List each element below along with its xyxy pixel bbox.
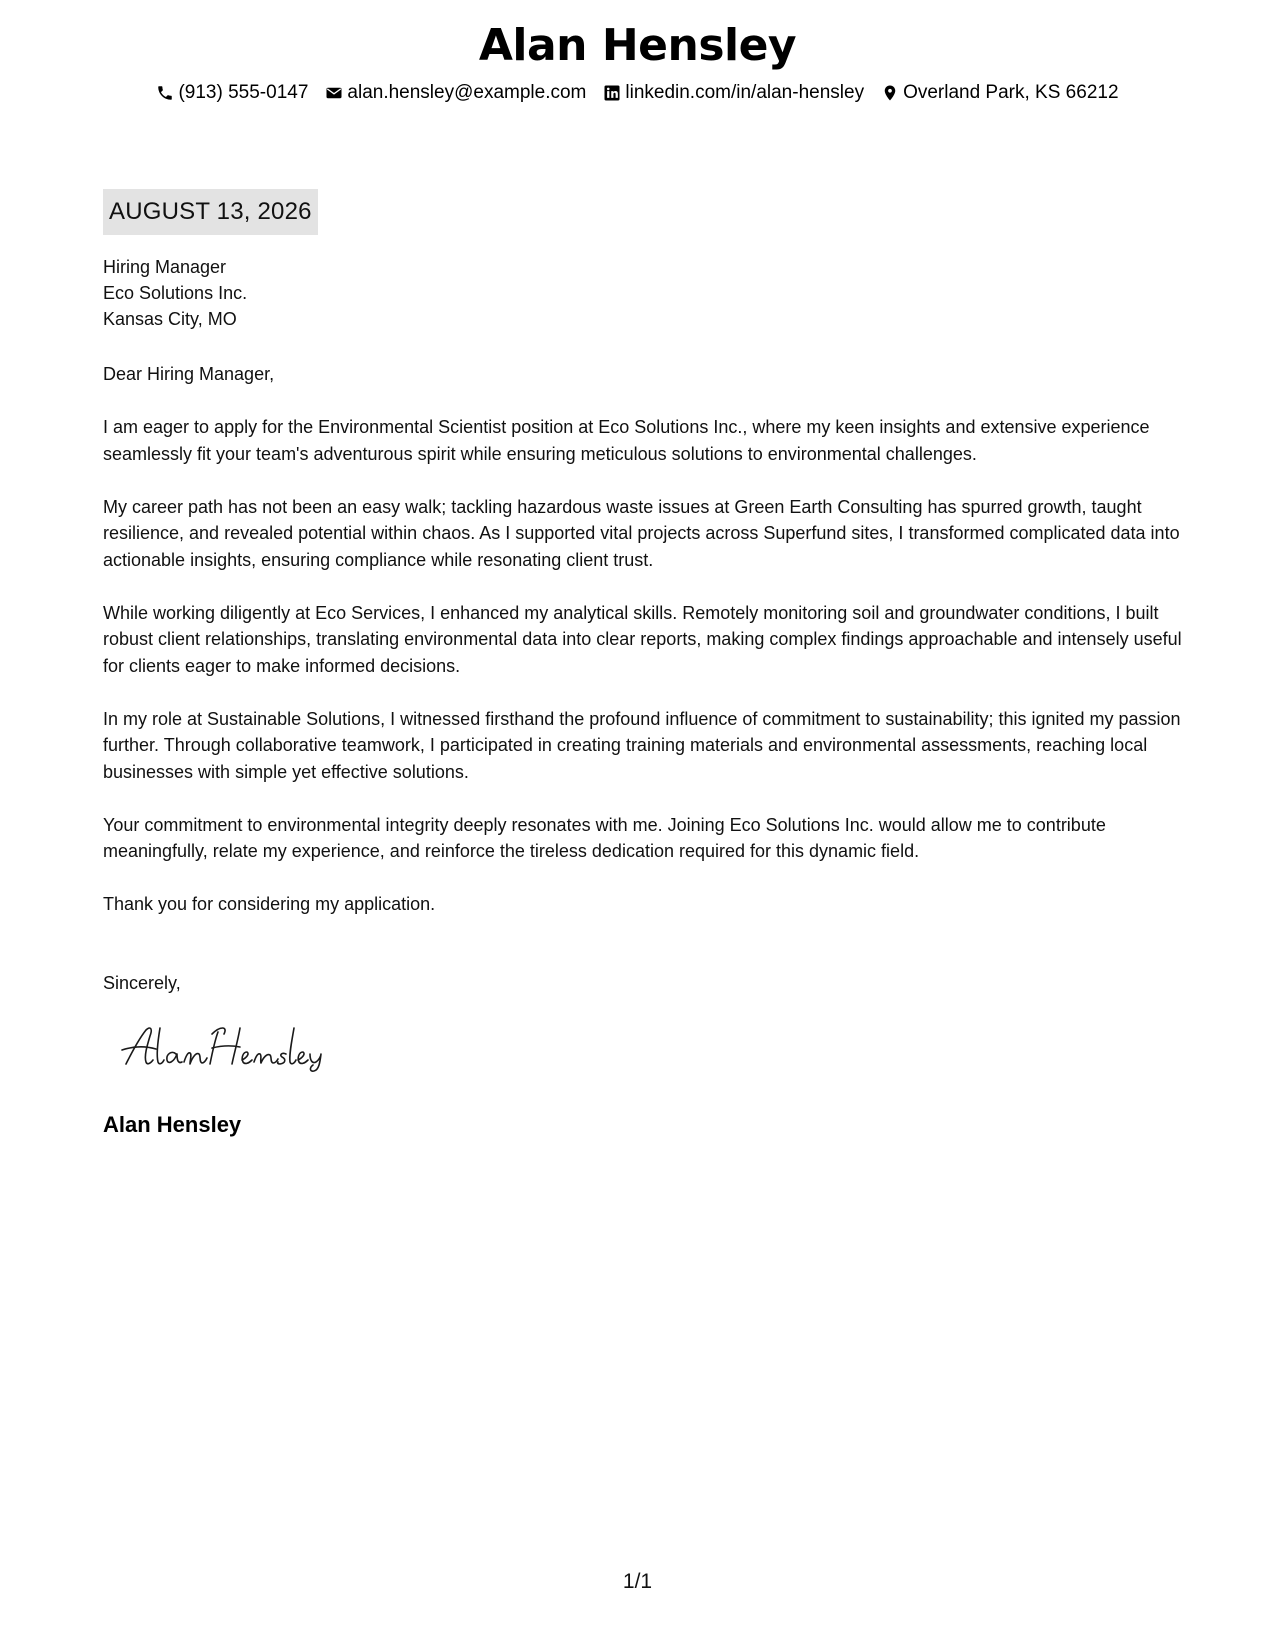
recipient-company: Eco Solutions Inc.	[103, 283, 248, 303]
body-paragraph: Thank you for considering my application.	[103, 894, 436, 914]
email-text: alan.hensley@example.com	[347, 82, 587, 103]
contact-email[interactable]	[325, 81, 586, 105]
handwritten-signature	[120, 1020, 350, 1072]
envelope-icon	[325, 84, 343, 102]
phone-text: (913) 555-0147	[178, 82, 309, 103]
letter-body	[103, 361, 1183, 944]
page-indicator: 1/1	[622, 1570, 653, 1593]
letter-header	[0, 18, 1275, 105]
closing: Sincerely,	[103, 973, 181, 993]
contact-bar	[0, 81, 1275, 105]
contact-phone	[156, 81, 308, 105]
body-paragraph: While working diligently at Eco Services, I enhanced my analytical skills. Remotely monitoring soil and groundwater conditions, I built robust client relationships, translating environmental data into clear reports, making complex findings approachable and intensely useful for clients eager to make informed decisions.	[103, 602, 1182, 676]
phone-icon	[156, 84, 174, 102]
recipient-location: Kansas City, MO	[103, 309, 237, 329]
linkedin-icon	[603, 84, 621, 102]
contact-linkedin[interactable]	[603, 81, 864, 105]
salutation: Dear Hiring Manager,	[103, 364, 275, 384]
recipient-title: Hiring Manager	[103, 257, 227, 277]
contact-location	[881, 81, 1118, 105]
body-paragraph: My career path has not been an easy walk; tackling hazardous waste issues at Green Earth Consulting has spurred growth, taught resilience, and revealed potential within chaos. As I supported vital projects across Superfund sites, I transformed complicated data into actionable insights, ensuring compliance while resonating client trust.	[103, 496, 1180, 570]
body-paragraph: I am eager to apply for the Environmental Scientist position at Eco Solutions Inc., where my keen insights and extensive experience seamlessly fit your team's adventurous spirit while ensuring meticulous solutions to environmental challenges.	[103, 417, 1150, 464]
linkedin-text: linkedin.com/in/alan-hensley	[625, 82, 865, 103]
applicant-name: Alan Hensley	[478, 20, 797, 71]
map-pin-icon	[881, 84, 899, 102]
body-paragraph: Your commitment to environmental integrity deeply resonates with me. Joining Eco Solutions Inc. would allow me to contribute meaningfully, relate my experience, and reinforce the tireless dedication required for this dynamic field.	[103, 814, 1106, 861]
location-text: Overland Park, KS 66212	[903, 82, 1119, 103]
recipient-block	[103, 254, 247, 332]
body-paragraph: In my role at Sustainable Solutions, I witnessed firsthand the profound influence of commitment to sustainability; this ignited my passion further. Through collaborative teamwork, I participated in creating training materials and environmental assessments, reaching local businesses with simple yet effective solutions.	[103, 708, 1181, 782]
letter-date: AUGUST 13, 2026	[103, 189, 318, 235]
signer-name: Alan Hensley	[103, 1112, 242, 1137]
